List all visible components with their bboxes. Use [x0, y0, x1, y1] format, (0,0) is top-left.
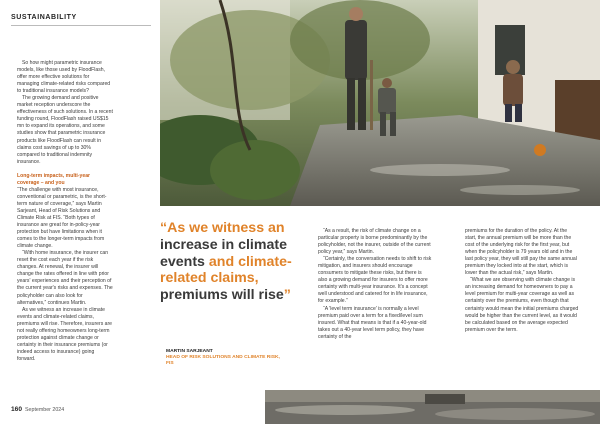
article-column-2: [318, 228, 432, 341]
article-column-1: [17, 60, 113, 363]
paragraph: As we witness an increase in climate events and climate-related claims, premiums will rise. Therefore, insurers are not really offering homeowners long-term protection against climate change or certainty in their insurance premiums (or indeed access to insurance) going forward.: [17, 306, 113, 362]
paragraph: premiums for the duration of the policy. At the start, the annual premium will be more than the cost of the underlying risk for the first year, but when the policyholder is 79 years old and in the last policy year, they will still pay the same annual premium they locked into at the start, which is lower than the actual risk,” says Martin.: [465, 228, 577, 277]
section-label: SUSTAINABILITY: [11, 14, 77, 21]
quote-attribution: [166, 349, 286, 367]
issue-date: September 2024: [25, 407, 65, 413]
attribution-org: FIS: [166, 361, 174, 366]
attribution-name: MARTIN SARJEANT: [166, 349, 213, 354]
paragraph: “The challenge with most insurance, conventional or parametric, is the short-term nature of coverage,” says Martin Sarjeant, Head of Risk Solutions and Climate Risk at FIS. “Both types of insurance are great for in-policy-year protection but have limitations when it comes to the longer-term impacts from climate change.: [17, 186, 107, 250]
quote-text: increase in climate events: [160, 236, 287, 270]
article-column-3: [465, 228, 579, 334]
paragraph: “With home insurance, the insurer can reset the cost each year if the risk changes. At renewal, the insurer will change the rates offered in line with prior years' experiences and their perception of the current year's risks and expenses. The policyholder can also look for alternatives,” continues Martin.: [17, 250, 113, 306]
pull-quote: [160, 220, 310, 304]
page-number: 160: [11, 406, 23, 413]
attribution-role: HEAD OF RISK SOLUTIONS AND CLIMATE RISK,: [166, 355, 280, 360]
bottom-photo-strip: [265, 390, 600, 424]
quote-highlight: As we witness an: [167, 220, 285, 236]
quote-close-mark: ”: [283, 287, 291, 304]
quote-text: premiums will rise: [160, 287, 284, 304]
bottom-photo-illustration: [265, 390, 600, 424]
photo-illustration: [160, 0, 600, 206]
quote-highlight: and climate-related claims,: [160, 253, 292, 287]
page-footer: [11, 406, 64, 413]
paragraph: So how might parametric insurance models, like those used by FloodFlash, offer more effective solutions for managing climate-related risks compared to traditional insurance models?: [17, 60, 111, 95]
paragraph: “What we are observing with climate change is an increasing demand for homeowners to pay a level premium for multi-year coverage as well as certainty over the premiums, even though that certainty would mean the initial premiums charged would be higher than the current level, as it would be calculated based on the average expected premium over the term.: [465, 277, 579, 333]
subheading: Long-term impacts, multi-year coverage – and you: [17, 172, 91, 186]
paragraph: “A 'level term insurance' is normally a level premium paid over a term for a fixed/level sum insured. What that means is that if a 40-year-old takes out a 40-year level term policy, they have certainty of the: [318, 305, 427, 340]
quote-open-mark: “: [160, 220, 168, 236]
section-divider: [11, 25, 151, 26]
paragraph: The growing demand and positive market reception underscore the effectiveness of such solutions. In a recent funding round, FloodFlash raised US$15 mn to expand its operations, and some studies show that parametric insurance products like FloodFlash can result in claims cost savings of up to 30% compared to traditional indemnity insurance.: [17, 95, 113, 165]
paragraph: “Certainly, the conversation needs to shift to risk mitigation, and insurers should encourage consumers to mitigate these risks, but there is also a growing demand for insurers to offer more certainty with multi-year insurance. It's a concept well understood and catered for in life insurance, for example.”: [318, 256, 432, 305]
flood-garden-photo: [160, 0, 600, 206]
paragraph: “As a result, the risk of climate change on a particular property is borne predominantly by the policyholder, not the insurer, outside of the current policy year,” says Martin.: [318, 228, 431, 256]
